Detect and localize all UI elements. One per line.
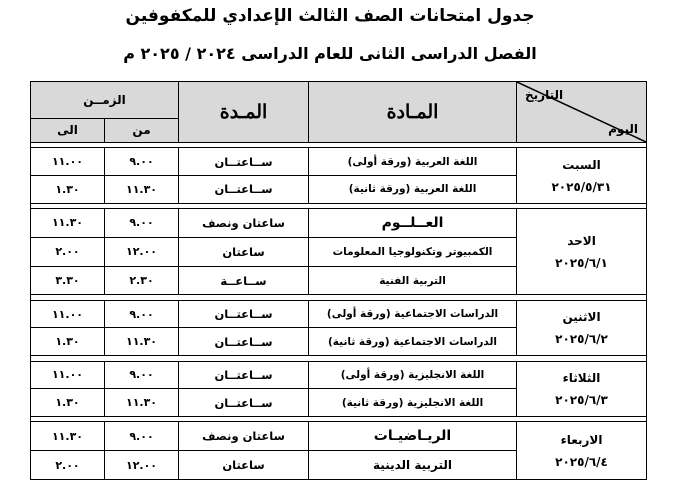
date-header: التاريخ <box>525 88 564 102</box>
start-time: ٩.٠٠ <box>105 361 179 389</box>
duration: ساعتان ونصف <box>179 209 309 238</box>
end-time: ٣.٣٠ <box>31 266 105 295</box>
day-name: الاثنين <box>562 309 601 324</box>
start-time: ٩.٠٠ <box>105 209 179 238</box>
subject: اللغة الانجليزية (ورقة أولى) <box>309 361 517 389</box>
duration: ساعتان <box>179 451 309 480</box>
page-subtitle: الفصل الدراسى الثانى للعام الدراسى ٢٠٢٤ / ٢٠٢٥ م <box>123 44 537 63</box>
subject: التربية الفنية <box>309 266 517 295</box>
day-name: الاحد <box>567 233 596 248</box>
exam-date: ٢٠٢٥/٦/١ <box>555 255 608 270</box>
duration: ســاعتــان <box>179 328 309 356</box>
table-row <box>31 148 647 176</box>
start-time: ١٢.٠٠ <box>105 237 179 266</box>
duration: ساعتان <box>179 237 309 266</box>
exam-schedule-table <box>30 81 647 480</box>
subject: اللغة العربية (ورقة ثانية) <box>309 176 517 204</box>
end-time: ١.٣٠ <box>31 328 105 356</box>
end-time: ١١.٠٠ <box>31 361 105 389</box>
end-time: ١١.٠٠ <box>31 300 105 328</box>
duration-header: المـدة <box>179 82 309 143</box>
day-name: الثلاثاء <box>562 370 601 385</box>
end-time: ١١.٠٠ <box>31 148 105 176</box>
duration: ســاعــة <box>179 266 309 295</box>
start-time: ٩.٠٠ <box>105 422 179 451</box>
start-time: ٢.٣٠ <box>105 266 179 295</box>
day-date-cell <box>517 209 647 295</box>
day-name: الاربعاء <box>560 432 603 447</box>
exam-date: ٢٠٢٥/٥/٣١ <box>551 179 612 194</box>
duration: ســاعتــان <box>179 389 309 417</box>
day-date-cell <box>517 361 647 416</box>
exam-date: ٢٠٢٥/٦/٤ <box>555 454 608 469</box>
to-header: الى <box>31 118 105 142</box>
end-time: ٢.٠٠ <box>31 451 105 480</box>
table-row <box>31 300 647 328</box>
subject-header: المـادة <box>309 82 517 143</box>
end-time: ١١.٣٠ <box>31 209 105 238</box>
end-time: ١.٣٠ <box>31 176 105 204</box>
subject: اللغة العربية (ورقة أولى) <box>309 148 517 176</box>
end-time: ١.٣٠ <box>31 389 105 417</box>
subject: الدراسات الاجتماعية (ورقة ثانية) <box>309 328 517 356</box>
start-time: ١١.٣٠ <box>105 328 179 356</box>
day-date-cell <box>517 422 647 480</box>
subject: التربية الدينية <box>309 451 517 480</box>
day-date-cell <box>517 148 647 203</box>
subject: الريـاضيـات <box>309 422 517 451</box>
duration: ســاعتــان <box>179 361 309 389</box>
duration: ســاعتــان <box>179 148 309 176</box>
subject: العــلــوم <box>309 209 517 238</box>
duration: ســاعتــان <box>179 176 309 204</box>
date-day-header <box>517 82 647 143</box>
table-row <box>31 422 647 451</box>
end-time: ١١.٣٠ <box>31 422 105 451</box>
duration: ســاعتــان <box>179 300 309 328</box>
duration: ساعتان ونصف <box>179 422 309 451</box>
subject: الدراسات الاجتماعية (ورقة أولى) <box>309 300 517 328</box>
day-date-cell <box>517 300 647 355</box>
table-row <box>31 361 647 389</box>
subject: الكمبيوتر وتكنولوجيا المعلومات <box>309 237 517 266</box>
start-time: ٩.٠٠ <box>105 300 179 328</box>
start-time: ١١.٣٠ <box>105 176 179 204</box>
exam-date: ٢٠٢٥/٦/٣ <box>555 392 608 407</box>
subject: اللغة الانجليزية (ورقة ثانية) <box>309 389 517 417</box>
start-time: ١١.٣٠ <box>105 389 179 417</box>
time-header: الزمــن <box>31 82 179 119</box>
table-row <box>31 209 647 238</box>
day-name: السبت <box>562 157 601 172</box>
start-time: ٩.٠٠ <box>105 148 179 176</box>
start-time: ١٢.٠٠ <box>105 451 179 480</box>
exam-date: ٢٠٢٥/٦/٢ <box>555 331 608 346</box>
day-header: اليوم <box>608 122 639 136</box>
from-header: من <box>105 118 179 142</box>
page-title: جدول امتحانات الصف الثالث الإعدادي للمكفوفين <box>125 6 535 26</box>
end-time: ٢.٠٠ <box>31 237 105 266</box>
